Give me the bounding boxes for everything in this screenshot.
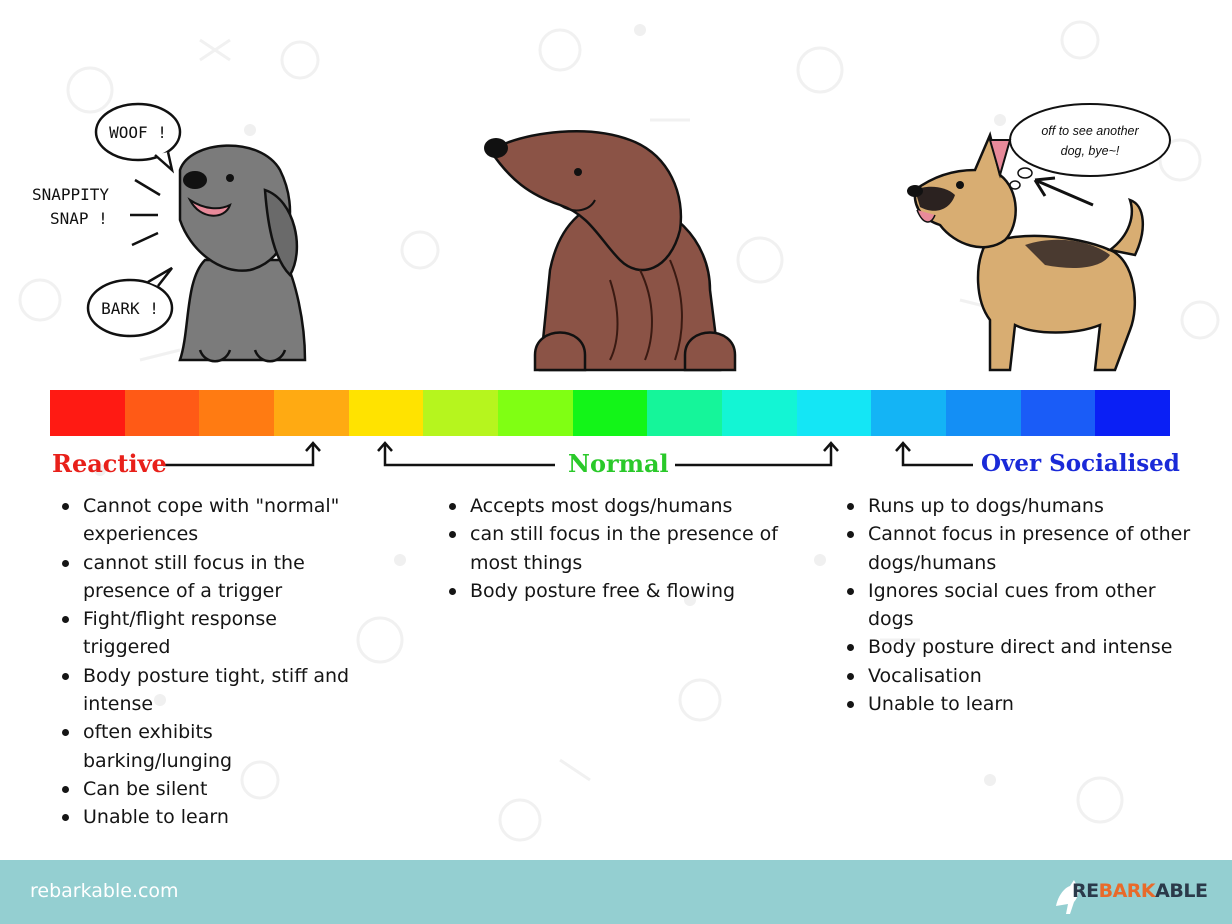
reactive-list <box>62 492 352 832</box>
list-item: Ignores social cues from other dogs <box>847 577 1207 634</box>
reactive-heading: Reactive <box>52 449 167 478</box>
thought-bubble <box>1010 104 1170 205</box>
bark-text: BARK ! <box>101 299 159 318</box>
list-item: Vocalisation <box>847 662 1207 690</box>
svg-text:SNAP !: SNAP ! <box>50 209 108 228</box>
over-socialised-dog-illustration <box>895 85 1185 375</box>
list-item: often exhibits barking/lunging <box>62 718 352 775</box>
over-socialised-arrow <box>903 444 973 465</box>
list-item: Body posture free & flowing <box>449 577 789 605</box>
normal-dog-illustration <box>470 120 760 380</box>
list-item: Fight/flight response triggered <box>62 605 352 662</box>
normal-left-arrow <box>385 444 555 465</box>
woof-speech-bubble <box>96 104 180 170</box>
woof-text: WOOF ! <box>109 123 167 142</box>
list-item: cannot still focus in the presence of a trigger <box>62 549 352 606</box>
list-item: Unable to learn <box>847 690 1207 718</box>
grey-dog <box>180 146 305 362</box>
svg-text:SNAPPITY: SNAPPITY <box>32 185 110 204</box>
brown-dog <box>484 131 735 370</box>
normal-heading: Normal <box>568 449 669 478</box>
list-item: Runs up to dogs/humans <box>847 492 1207 520</box>
bark-speech-bubble <box>88 268 172 336</box>
normal-right-arrow <box>675 444 831 465</box>
over-socialised-list <box>847 492 1207 718</box>
reactive-arrow <box>163 444 313 465</box>
list-item: Cannot focus in presence of other dogs/humans <box>847 520 1207 577</box>
list-item: Unable to learn <box>62 803 352 831</box>
thought-text-line2: dog, bye~! <box>1060 144 1120 158</box>
website-link[interactable]: rebarkable.com <box>30 880 179 902</box>
rebarkable-logo: REBARKABLE <box>1072 880 1208 902</box>
list-item: Body posture tight, stiff and intense <box>62 662 352 719</box>
thought-text-line1: off to see another <box>1041 124 1139 138</box>
list-item: Can be silent <box>62 775 352 803</box>
footer-bar <box>0 860 1232 924</box>
list-item: Cannot cope with "normal" experiences <box>62 492 352 549</box>
over-socialised-heading: Over Socialised <box>981 450 1180 477</box>
snappity-text <box>32 180 160 245</box>
list-item: Accepts most dogs/humans <box>449 492 789 520</box>
list-item: Body posture direct and intense <box>847 633 1207 661</box>
normal-list <box>449 492 789 605</box>
list-item: can still focus in the presence of most things <box>449 520 789 577</box>
reactive-dog-illustration <box>20 100 340 380</box>
